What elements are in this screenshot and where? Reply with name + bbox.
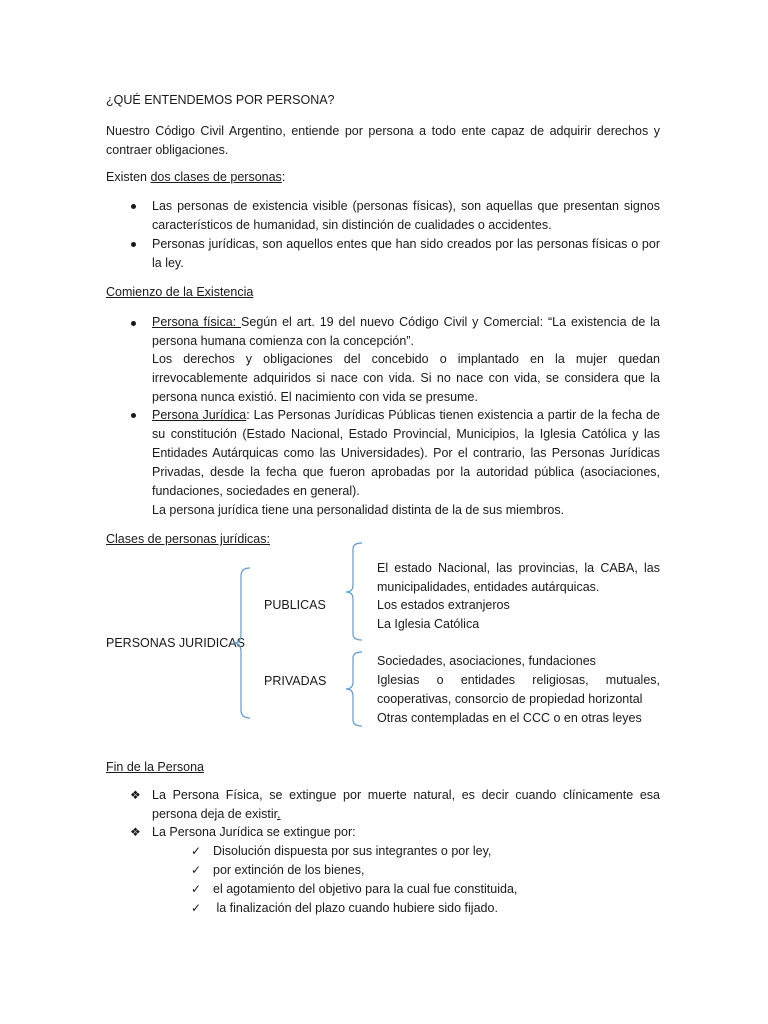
fin-fisica-text: La Persona Física, se extingue por muerte natural, es decir cuando clínicamente esa persona deja de existir [152, 788, 660, 821]
check-item: la finalización del plazo cuando hubiere sido fijado. [213, 901, 498, 915]
publicas-item: El estado Nacional, las provincias, la CABA, las municipalidades, entidades autárquicas. [377, 561, 660, 594]
clases-juridicas-heading: Clases de personas jurídicas: [106, 532, 270, 546]
privadas-item: Otras contempladas en el CCC o en otras leyes [377, 711, 642, 725]
publicas-item: La Iglesia Católica [377, 617, 480, 631]
persona-fisica-label: Persona física: [152, 315, 242, 329]
persona-juridica-label: Persona Jurídica [152, 408, 247, 422]
existen-prefix: Existen [106, 170, 151, 184]
comienzo-heading: Comienzo de la Existencia [106, 285, 254, 299]
intro-paragraph: Nuestro Código Civil Argentino, entiende por persona a todo ente capaz de adquirir derechos y contraer obligaciones. [106, 124, 660, 157]
clase-juridica-item: Personas jurídicas, son aquellos entes que han sido creados por las personas físicas o por la ley. [152, 237, 660, 270]
fin-heading: Fin de la Persona [106, 760, 204, 774]
fin-fisica-end: . [277, 807, 281, 821]
diamond-bullet-icon: ❖ [130, 825, 141, 839]
checkmark-icon: ✓ [191, 844, 202, 858]
fin-fisica-item [152, 786, 660, 824]
diagram-publicas-label: PUBLICAS [264, 598, 326, 612]
diamond-bullet-icon: ❖ [130, 788, 141, 802]
privadas-item: Iglesias o entidades religiosas, mutuales, cooperativas, consorcio de propiedad horizontal [377, 673, 660, 706]
page-title: ¿QUÉ ENTENDEMOS POR PERSONA? [106, 93, 335, 107]
persona-juridica-text2: La persona jurídica tiene una personalidad distinta de la de sus miembros. [152, 503, 565, 517]
persona-fisica-text2: Los derechos y obligaciones del concebido o implantado en la mujer quedan irrevocablemente adquiridos si nace con vida. Si no nace con vida, se considera que la persona nunca existió. El nacimiento con vida se presume. [152, 352, 660, 404]
publicas-item: Los estados extranjeros [377, 598, 510, 612]
fin-juridica-item: La Persona Jurídica se extingue por: [152, 825, 356, 839]
check-item: Disolución dispuesta por sus integrantes o por ley, [213, 844, 492, 858]
privadas-item: Sociedades, asociaciones, fundaciones [377, 654, 596, 668]
persona-juridica-text: : Las Personas Jurídicas Públicas tienen existencia a partir de la fecha de su constitución (Estado Nacional, Estado Provincial, Municipios, la Iglesia Católica y las Entidades Autárquicas como las Universidades). Por el contrario, las Personas Jurídicas Privadas, desde la fecha que fueron aprobadas por la autoridad pública (asociaciones, fundaciones, sociedades en general). [152, 408, 660, 498]
existen-underlined: dos clases de personas [150, 170, 282, 184]
check-item: por extinción de los bienes, [213, 863, 365, 877]
diagram-root-label: PERSONAS JURIDICAS [106, 636, 245, 650]
existen-suffix: : [281, 170, 286, 184]
check-item: el agotamiento del objetivo para la cual fue constituida, [213, 882, 518, 896]
clase-fisica-item: Las personas de existencia visible (personas físicas), son aquellas que presentan signos característicos de humanidad, sin distinción de cualidades o accidentes. [152, 199, 660, 232]
checkmark-icon: ✓ [191, 882, 202, 896]
checkmark-icon: ✓ [191, 901, 202, 915]
persona-fisica-text: Según el art. 19 del nuevo Código Civil y Comercial: “La existencia de la persona humana comienza con la concepción”. [152, 315, 661, 348]
diagram-privadas-label: PRIVADAS [264, 674, 327, 688]
checkmark-icon: ✓ [191, 863, 202, 877]
